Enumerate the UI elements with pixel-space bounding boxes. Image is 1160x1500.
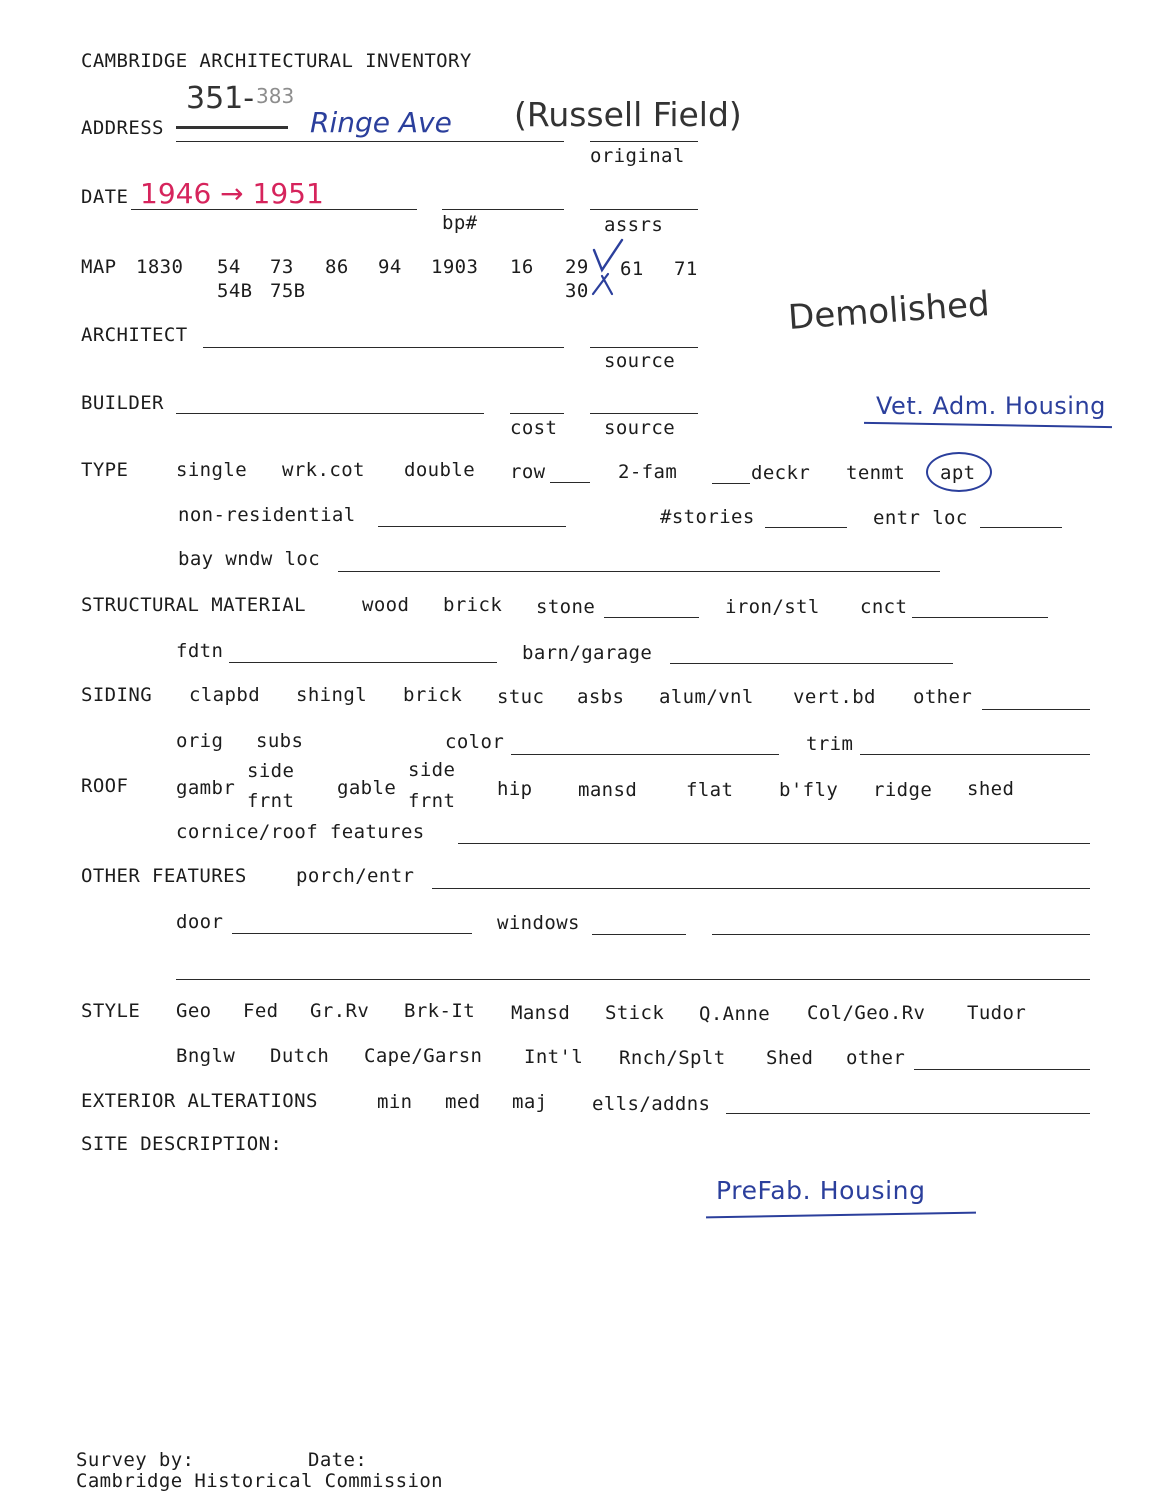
site-description-label: SITE DESCRIPTION: bbox=[81, 1133, 283, 1155]
type-single: single bbox=[176, 459, 248, 481]
form-title: CAMBRIDGE ARCHITECTURAL INVENTORY bbox=[81, 50, 472, 72]
roof-ridge: ridge bbox=[873, 779, 933, 801]
roof-cornice: cornice/roof features bbox=[176, 821, 425, 843]
style-label: STYLE bbox=[81, 1000, 141, 1022]
style-shed: Shed bbox=[766, 1047, 814, 1069]
style-fed: Fed bbox=[243, 1000, 279, 1022]
date-label: DATE bbox=[81, 186, 129, 208]
structural-barn: barn/garage bbox=[522, 642, 653, 664]
style-grrv: Gr.Rv bbox=[310, 1000, 370, 1022]
siding-label: SIDING bbox=[81, 684, 153, 706]
structural-brick: brick bbox=[443, 594, 503, 616]
siding-alumvnl: alum/vnl bbox=[659, 686, 754, 708]
windows-extra-line bbox=[712, 934, 1090, 935]
style-bnglw: Bnglw bbox=[176, 1045, 236, 1067]
bp-line bbox=[442, 209, 564, 210]
architect-source-caption: source bbox=[604, 350, 676, 372]
door-line bbox=[232, 933, 472, 934]
siding-subs: subs bbox=[256, 730, 304, 752]
siding-stuc: stuc bbox=[497, 686, 545, 708]
roof-mansd: mansd bbox=[578, 779, 638, 801]
type-stories: #stories bbox=[660, 506, 755, 528]
siding-other: other bbox=[913, 686, 973, 708]
structural-fdtn: fdtn bbox=[176, 640, 224, 662]
style-mansd: Mansd bbox=[511, 1002, 571, 1024]
style-stick: Stick bbox=[605, 1002, 665, 1024]
fdtn-line bbox=[229, 662, 497, 663]
check-mark-icon bbox=[588, 234, 630, 300]
roof-label: ROOF bbox=[81, 775, 129, 797]
cornice-line bbox=[458, 843, 1090, 844]
barn-line bbox=[670, 663, 953, 664]
roof-side-1: side bbox=[247, 760, 295, 782]
address-label: ADDRESS bbox=[81, 117, 164, 139]
builder-line bbox=[176, 413, 484, 414]
porch-line bbox=[432, 888, 1090, 889]
vet-housing-handwritten: Vet. Adm. Housing bbox=[876, 392, 1106, 420]
map-29: 29 bbox=[565, 256, 589, 278]
style-dutch: Dutch bbox=[270, 1045, 330, 1067]
map-94: 94 bbox=[378, 256, 402, 278]
type-wrkcot: wrk.cot bbox=[282, 459, 365, 481]
siding-shingl: shingl bbox=[296, 684, 368, 706]
exterior-label: EXTERIOR ALTERATIONS bbox=[81, 1090, 318, 1112]
type-row: row bbox=[510, 461, 546, 483]
builder-source-line bbox=[590, 413, 698, 414]
roof-bfly: b'fly bbox=[779, 779, 839, 801]
type-tenmt: tenmt bbox=[846, 462, 906, 484]
other-features-windows: windows bbox=[497, 912, 580, 934]
address-number-tail-handwritten: 383 bbox=[256, 84, 295, 108]
footer-date-label: Date: bbox=[308, 1449, 368, 1471]
assrs-line bbox=[590, 209, 698, 210]
map-1903: 1903 bbox=[431, 256, 479, 278]
type-double: double bbox=[404, 459, 476, 481]
type-deckr: deckr bbox=[751, 462, 811, 484]
architect-label: ARCHITECT bbox=[81, 324, 188, 346]
builder-label: BUILDER bbox=[81, 392, 164, 414]
nonres-line bbox=[378, 526, 566, 527]
cnct-line bbox=[912, 617, 1048, 618]
roof-shed: shed bbox=[967, 778, 1015, 800]
other-features-door: door bbox=[176, 911, 224, 933]
cost-line bbox=[510, 413, 564, 414]
style-rnch: Rnch/Splt bbox=[619, 1047, 726, 1069]
type-2fam: 2-fam bbox=[618, 461, 678, 483]
structural-label: STRUCTURAL MATERIAL bbox=[81, 594, 306, 616]
style-colgeo: Col/Geo.Rv bbox=[807, 1002, 926, 1024]
exterior-min: min bbox=[377, 1091, 413, 1113]
structural-ironstl: iron/stl bbox=[725, 596, 820, 618]
map-61: 61 bbox=[620, 258, 644, 280]
assrs-caption: assrs bbox=[604, 214, 664, 236]
style-geo: Geo bbox=[176, 1000, 212, 1022]
siding-clapbd: clapbd bbox=[189, 684, 261, 706]
baywndw-line bbox=[338, 571, 940, 572]
address-line bbox=[176, 141, 564, 142]
roof-flat: flat bbox=[686, 779, 734, 801]
type-entrloc: entr loc bbox=[873, 507, 968, 529]
stories-line bbox=[765, 527, 847, 528]
builder-source-caption: source bbox=[604, 417, 676, 439]
other-features-label: OTHER FEATURES bbox=[81, 865, 247, 887]
address-street-handwritten: Ringe Ave bbox=[310, 106, 452, 139]
survey-by-label: Survey by: bbox=[76, 1449, 195, 1471]
map-71: 71 bbox=[674, 258, 698, 280]
style-other: other bbox=[846, 1047, 906, 1069]
type-nonres: non-residential bbox=[178, 504, 356, 526]
map-54b: 54B bbox=[217, 280, 253, 302]
cost-caption: cost bbox=[510, 417, 558, 439]
prefab-housing-underline bbox=[706, 1212, 976, 1219]
structural-stone: stone bbox=[536, 596, 596, 618]
date-handwritten: 1946 → 1951 bbox=[140, 177, 324, 210]
style-tudor: Tudor bbox=[967, 1002, 1027, 1024]
vet-housing-underline bbox=[864, 422, 1112, 428]
architect-source-line bbox=[590, 347, 698, 348]
style-brkit: Brk-It bbox=[404, 1000, 476, 1022]
deckr-line bbox=[712, 483, 750, 484]
map-54: 54 bbox=[217, 256, 241, 278]
roof-hip: hip bbox=[497, 778, 533, 800]
siding-brick: brick bbox=[403, 684, 463, 706]
trim-line bbox=[860, 754, 1090, 755]
map-16: 16 bbox=[510, 256, 534, 278]
roof-side-2: side bbox=[408, 759, 456, 781]
original-line bbox=[590, 141, 698, 142]
architect-line bbox=[203, 347, 564, 348]
siding-trim: trim bbox=[806, 733, 854, 755]
structural-cnct: cnct bbox=[860, 596, 908, 618]
address-number-handwritten: 351- bbox=[186, 81, 255, 116]
other-features-porch: porch/entr bbox=[296, 865, 415, 887]
map-1830: 1830 bbox=[136, 256, 184, 278]
roof-gambr: gambr bbox=[176, 777, 236, 799]
structural-wood: wood bbox=[362, 594, 410, 616]
entrloc-line bbox=[980, 527, 1062, 528]
map-73: 73 bbox=[270, 256, 294, 278]
prefab-housing-handwritten: PreFab. Housing bbox=[716, 1176, 926, 1205]
demolished-handwritten: Demolished bbox=[786, 284, 991, 338]
row-line bbox=[550, 482, 590, 483]
siding-color: color bbox=[445, 731, 505, 753]
type-label: TYPE bbox=[81, 459, 129, 481]
roof-gable: gable bbox=[337, 777, 397, 799]
style-other-line bbox=[914, 1069, 1090, 1070]
map-label: MAP bbox=[81, 256, 117, 278]
windows-line bbox=[592, 934, 686, 935]
siding-vertbd: vert.bd bbox=[793, 686, 876, 708]
stone-line bbox=[604, 617, 699, 618]
style-cape: Cape/Garsn bbox=[364, 1045, 483, 1067]
address-strikeout bbox=[176, 126, 288, 129]
map-30: 30 bbox=[565, 280, 589, 302]
siding-asbs: asbs bbox=[577, 686, 625, 708]
style-intl: Int'l bbox=[524, 1046, 584, 1068]
exterior-med: med bbox=[445, 1091, 481, 1113]
style-qanne: Q.Anne bbox=[699, 1003, 771, 1025]
color-line bbox=[511, 754, 779, 755]
exterior-ells: ells/addns bbox=[592, 1093, 711, 1115]
roof-frnt-2: frnt bbox=[408, 790, 456, 812]
siding-orig: orig bbox=[176, 730, 224, 752]
bp-caption: bp# bbox=[442, 212, 478, 234]
map-75b: 75B bbox=[270, 280, 306, 302]
type-apt: apt bbox=[940, 462, 976, 484]
other-features-blank-line bbox=[176, 979, 1090, 980]
ells-line bbox=[726, 1113, 1090, 1114]
roof-frnt-1: frnt bbox=[247, 790, 295, 812]
original-caption: original bbox=[590, 145, 685, 167]
type-baywndw: bay wndw loc bbox=[178, 548, 321, 570]
exterior-maj: maj bbox=[512, 1091, 548, 1113]
map-86: 86 bbox=[325, 256, 349, 278]
apt-circle-mark bbox=[926, 452, 992, 492]
siding-other-line bbox=[982, 709, 1090, 710]
address-name-handwritten: (Russell Field) bbox=[514, 95, 742, 134]
commission-name: Cambridge Historical Commission bbox=[76, 1470, 444, 1492]
